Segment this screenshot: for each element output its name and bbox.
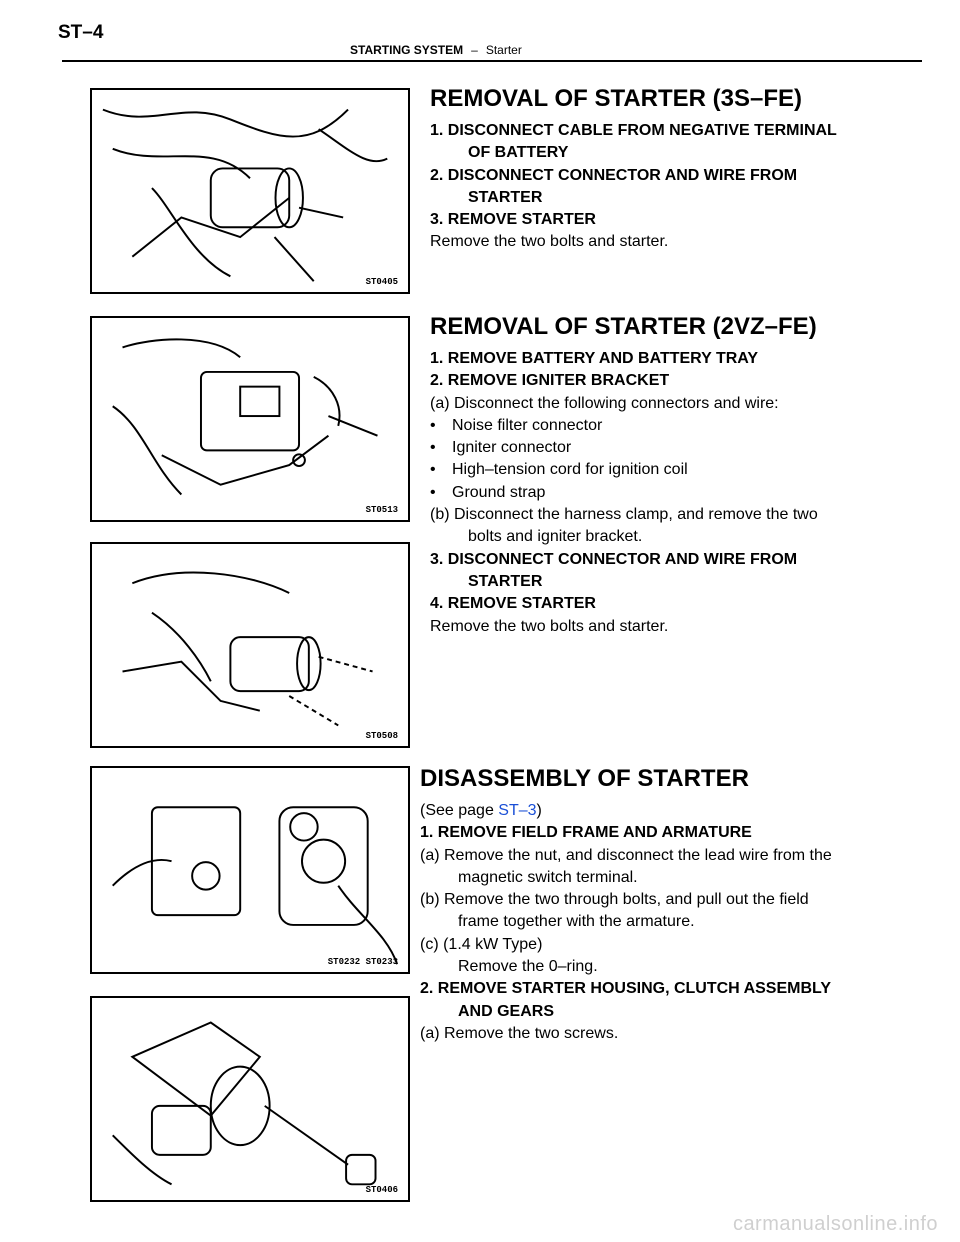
step-3-cont: STARTER	[468, 572, 543, 590]
step-3: 3. DISCONNECT CONNECTOR AND WIRE FROM	[430, 550, 798, 568]
step-1b-cont: frame together with the armature.	[458, 913, 695, 931]
igniter-illustration	[92, 318, 408, 520]
step-2: 2. REMOVE IGNITER BRACKET	[430, 372, 670, 390]
figure-code: ST0406	[365, 1185, 398, 1195]
starter-illustration	[92, 544, 408, 746]
section-title-disassembly: DISASSEMBLY OF STARTER	[420, 765, 749, 792]
step-2: 2. DISCONNECT CONNECTOR AND WIRE FROM	[430, 166, 798, 184]
step-2a: (a) Disconnect the following connectors and wire:	[430, 394, 779, 412]
figure-code: ST0405	[365, 277, 398, 287]
step-1a-cont: magnetic switch terminal.	[458, 868, 638, 886]
section-removal-2vz-fe	[430, 312, 910, 638]
step-1a: (a) Remove the nut, and disconnect the lead wire from the	[420, 846, 832, 864]
step-1b: (b) Remove the two through bolts, and pull out the field	[420, 891, 809, 909]
step-2b-cont: bolts and igniter bracket.	[468, 528, 643, 546]
step-2-cont: STARTER	[468, 188, 543, 206]
see-page	[420, 800, 920, 822]
see-page-suffix: )	[536, 802, 542, 819]
step-1c-cont: Remove the 0–ring.	[458, 958, 598, 976]
bullet-high-tension: • High–tension cord for ignition coil	[430, 459, 910, 481]
bullet-noise-filter: • Noise filter connector	[430, 415, 910, 437]
step-1-cont: OF BATTERY	[468, 144, 569, 162]
step-3: 3. REMOVE STARTER	[430, 211, 596, 229]
figure-field-frame	[90, 766, 410, 974]
step-4: 4. REMOVE STARTER	[430, 595, 596, 613]
step-1: 1. REMOVE BATTERY AND BATTERY TRAY	[430, 350, 759, 367]
step-2a: (a) Remove the two screws.	[420, 1024, 619, 1042]
step-1c: (c) (1.4 kW Type)	[420, 935, 543, 953]
engine-illustration	[92, 90, 408, 292]
section-title: STARTING SYSTEM	[350, 43, 464, 57]
section-title-3s-fe: REMOVAL OF STARTER (3S–FE)	[430, 85, 803, 112]
field-frame-illustration	[92, 768, 408, 972]
separator: –	[471, 43, 478, 57]
figure-code: ST0508	[365, 731, 398, 741]
running-head	[350, 43, 522, 57]
step-3-text: Remove the two bolts and starter.	[430, 233, 669, 251]
housing-illustration	[92, 998, 408, 1200]
section-disassembly	[420, 764, 920, 1045]
step-1: 1. DISCONNECT CABLE FROM NEGATIVE TERMINAL	[430, 122, 837, 139]
figure-igniter-bracket	[90, 316, 410, 522]
step-1: 1. REMOVE FIELD FRAME AND ARMATURE	[420, 824, 752, 842]
section-title-2vz-fe: REMOVAL OF STARTER (2VZ–FE)	[430, 313, 817, 340]
page-link-st3[interactable]: ST–3	[498, 802, 537, 819]
bullet-ground-strap: • Ground strap	[430, 482, 910, 504]
figure-housing-screws	[90, 996, 410, 1202]
figure-starter-2vz-fe	[90, 542, 410, 748]
header-rule	[62, 60, 922, 62]
step-2: 2. REMOVE STARTER HOUSING, CLUTCH ASSEMBLY	[420, 980, 831, 998]
bullet-igniter: • Igniter connector	[430, 437, 910, 459]
step-2b: (b) Disconnect the harness clamp, and remove the two	[430, 506, 818, 524]
figure-code: ST0513	[365, 505, 398, 515]
figure-starter-3s-fe	[90, 88, 410, 294]
figure-code: ST0232 ST0233	[327, 957, 398, 967]
watermark: carmanualsonline.info	[732, 1213, 938, 1235]
page-id: ST–4	[58, 22, 104, 43]
subsection-title: Starter	[485, 43, 522, 57]
step-4-text: Remove the two bolts and starter.	[430, 617, 669, 635]
step-2-cont: AND GEARS	[458, 1002, 555, 1020]
section-removal-3s-fe	[430, 84, 910, 254]
see-page-prefix: (See page	[420, 802, 499, 819]
